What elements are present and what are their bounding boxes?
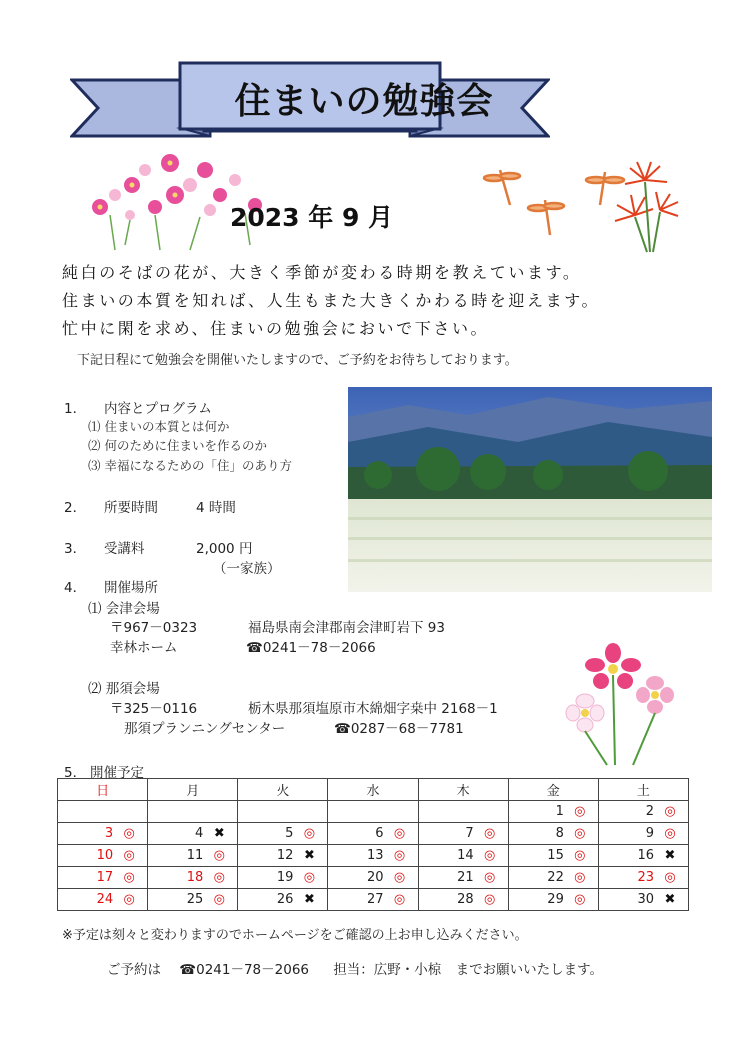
calendar-day-cell (58, 801, 148, 823)
day-number: 7 (465, 826, 474, 841)
day-number: 11 (186, 848, 204, 863)
calendar-day-cell (508, 845, 598, 867)
calendar-day-cell (328, 889, 418, 911)
section-4-number: 4． (64, 580, 87, 596)
duration-label: 所要時間 (104, 500, 158, 516)
section-1-label: 内容とプログラム (104, 401, 212, 417)
schedule-footnote: ※予定は刻々と変わりますのでホームページをご確認の上お申し込みください。 (62, 928, 528, 943)
available-mark: ◎ (574, 892, 586, 907)
day-number: 25 (186, 892, 204, 907)
calendar-day-cell (598, 801, 688, 823)
day-number: 14 (457, 848, 474, 863)
day-number: 19 (276, 870, 294, 885)
calendar-day-cell (238, 801, 328, 823)
day-number: 13 (367, 848, 384, 863)
date-heading: 2023 年 9 月 (230, 203, 394, 232)
available-mark: ◎ (393, 826, 406, 841)
available-mark: ◎ (123, 870, 135, 885)
available-mark: ◎ (213, 892, 225, 907)
day-number: 28 (457, 892, 474, 907)
calendar-day-cell (148, 823, 238, 845)
schedule-label: 開催予定 (90, 765, 144, 781)
calendar-day-cell (508, 889, 598, 911)
available-mark: ◎ (393, 892, 406, 907)
page-title: 住まいの勉強会 (234, 80, 494, 122)
unavailable-mark: ✖ (664, 892, 676, 907)
available-mark: ◎ (213, 870, 225, 885)
calendar-week-row (58, 867, 689, 889)
aizu-postal: 〒967－0323 (110, 620, 198, 636)
calendar-day-cell (238, 823, 328, 845)
red-spider-lily-decoration (605, 160, 685, 255)
calendar-day-cell (58, 867, 148, 889)
calendar-day-cell (58, 845, 148, 867)
day-number: 12 (276, 848, 294, 863)
duration-value: 4 時間 (196, 500, 236, 516)
venue-label: 開催場所 (104, 580, 158, 596)
available-mark: ◎ (123, 892, 135, 907)
day-number: 10 (96, 848, 114, 863)
contact-suffix: までお願いいたします。 (455, 962, 604, 978)
contact-staff: 担当：広野・小椋 (333, 962, 442, 978)
available-mark: ◎ (664, 804, 676, 819)
available-mark: ◎ (664, 826, 676, 841)
nasu-venue-title: ⑵ 那須会場 (88, 681, 160, 697)
contact-line (107, 958, 603, 978)
calendar-day-cell (148, 845, 238, 867)
calendar-day-cell (418, 867, 508, 889)
calendar-day-cell (58, 889, 148, 911)
day-number: 21 (457, 870, 474, 885)
aizu-name: 幸林ホーム (110, 640, 178, 656)
day-number: 1 (555, 804, 564, 819)
day-number: 30 (637, 892, 654, 907)
reservation-notice: 下記日程にて勉強会を開催いたしますので、ご予約をお待ちしております。 (77, 353, 518, 368)
contact-prefix: ご予約は (107, 962, 161, 978)
calendar-day-cell (508, 867, 598, 889)
nasu-address: 栃木県那須塩原市木綿畑字桒中 2168－1 (248, 701, 498, 717)
calendar-day-cell (418, 823, 508, 845)
available-mark: ◎ (574, 804, 586, 819)
day-number: 23 (637, 870, 654, 885)
available-mark: ◎ (213, 848, 225, 863)
day-number: 29 (547, 892, 564, 907)
available-mark: ◎ (393, 870, 406, 885)
unavailable-mark: ✖ (213, 826, 225, 841)
available-mark: ◎ (574, 848, 586, 863)
section-1-number: 1． (64, 401, 87, 417)
day-number: 24 (96, 892, 114, 907)
section-5-number: 5． (64, 765, 87, 781)
calendar-day-cell (508, 801, 598, 823)
calendar-day-cell (58, 823, 148, 845)
available-mark: ◎ (303, 870, 316, 885)
calendar-week-row (58, 845, 689, 867)
available-mark: ◎ (303, 826, 316, 841)
calendar-day-cell (598, 823, 688, 845)
calendar-day-cell (148, 801, 238, 823)
day-number: 5 (285, 826, 294, 841)
day-number: 17 (96, 870, 114, 885)
buckwheat-field-photo (348, 387, 712, 592)
aizu-address: 福島県南会津郡南会津町岩下 93 (248, 620, 445, 636)
day-number: 8 (555, 826, 564, 841)
available-mark: ◎ (123, 848, 135, 863)
intro-line-1: 純白のそばの花が、大きく季節が変わる時期を教えています。 (62, 263, 582, 282)
calendar-day-cell (418, 845, 508, 867)
available-mark: ◎ (484, 870, 496, 885)
contact-phone: ☎0241－78－2066 (179, 962, 310, 978)
calendar-week-row (58, 889, 689, 911)
available-mark: ◎ (484, 892, 496, 907)
weekday-header: 日 (58, 779, 148, 801)
weekday-header: 金 (508, 779, 598, 801)
calendar-day-cell (328, 867, 418, 889)
intro-line-2: 住まいの本質を知れば、人生もまた大きくかわる時を迎えます。 (62, 291, 601, 310)
day-number: 27 (367, 892, 384, 907)
unavailable-mark: ✖ (664, 848, 676, 863)
nasu-name: 那須プランニングセンター (124, 721, 286, 737)
aizu-phone: ☎0241－78－2066 (246, 640, 376, 656)
section-3-number: 3． (64, 541, 87, 557)
aizu-venue-title: ⑴ 会津会場 (88, 601, 160, 617)
calendar-day-cell (238, 889, 328, 911)
day-number: 3 (104, 826, 114, 841)
fee-value: 2,000 円 (196, 541, 253, 557)
available-mark: ◎ (484, 848, 496, 863)
available-mark: ◎ (664, 870, 676, 885)
program-item-2: ⑵ 何のために住まいを作るのか (88, 438, 267, 453)
available-mark: ◎ (574, 826, 586, 841)
weekday-header: 火 (238, 779, 328, 801)
cosmos-flower-decoration (555, 643, 685, 768)
weekday-header: 水 (328, 779, 418, 801)
unavailable-mark: ✖ (303, 848, 315, 863)
calendar-day-cell (238, 845, 328, 867)
available-mark: ◎ (484, 826, 496, 841)
available-mark: ◎ (123, 826, 135, 841)
calendar-day-cell (328, 801, 418, 823)
weekday-header: 木 (418, 779, 508, 801)
nasu-phone: ☎0287－68－7781 (334, 721, 464, 737)
day-number: 16 (637, 848, 654, 863)
day-number: 15 (547, 848, 564, 863)
nasu-postal: 〒325－0116 (110, 701, 198, 717)
calendar-day-cell (418, 801, 508, 823)
calendar-day-cell (598, 889, 688, 911)
calendar-day-cell (148, 867, 238, 889)
day-number: 4 (195, 826, 204, 841)
calendar-day-cell (328, 845, 418, 867)
day-number: 26 (276, 892, 294, 907)
calendar-day-cell (148, 889, 238, 911)
section-2-number: 2． (64, 500, 87, 516)
calendar-day-cell (418, 889, 508, 911)
available-mark: ◎ (393, 848, 406, 863)
unavailable-mark: ✖ (303, 892, 315, 907)
day-number: 9 (645, 826, 654, 841)
calendar-day-cell (328, 823, 418, 845)
available-mark: ◎ (574, 870, 586, 885)
calendar-day-cell (598, 867, 688, 889)
day-number: 20 (367, 870, 384, 885)
fee-note: （一家族） (213, 561, 281, 577)
intro-line-3: 忙中に閑を求め、住まいの勉強会においで下さい。 (62, 319, 490, 338)
schedule-calendar (57, 778, 689, 911)
day-number: 2 (645, 804, 654, 819)
program-item-3: ⑶ 幸福になるための「住」のあり方 (88, 458, 292, 473)
calendar-day-cell (598, 845, 688, 867)
day-number: 6 (375, 826, 384, 841)
calendar-week-row (58, 801, 689, 823)
fee-label: 受講料 (104, 541, 145, 557)
day-number: 18 (186, 870, 204, 885)
day-number: 22 (547, 870, 564, 885)
calendar-day-cell (238, 867, 328, 889)
program-item-1: ⑴ 住まいの本質とは何か (88, 419, 230, 434)
calendar-day-cell (508, 823, 598, 845)
calendar-week-row (58, 823, 689, 845)
weekday-header: 月 (148, 779, 238, 801)
weekday-header: 土 (598, 779, 688, 801)
